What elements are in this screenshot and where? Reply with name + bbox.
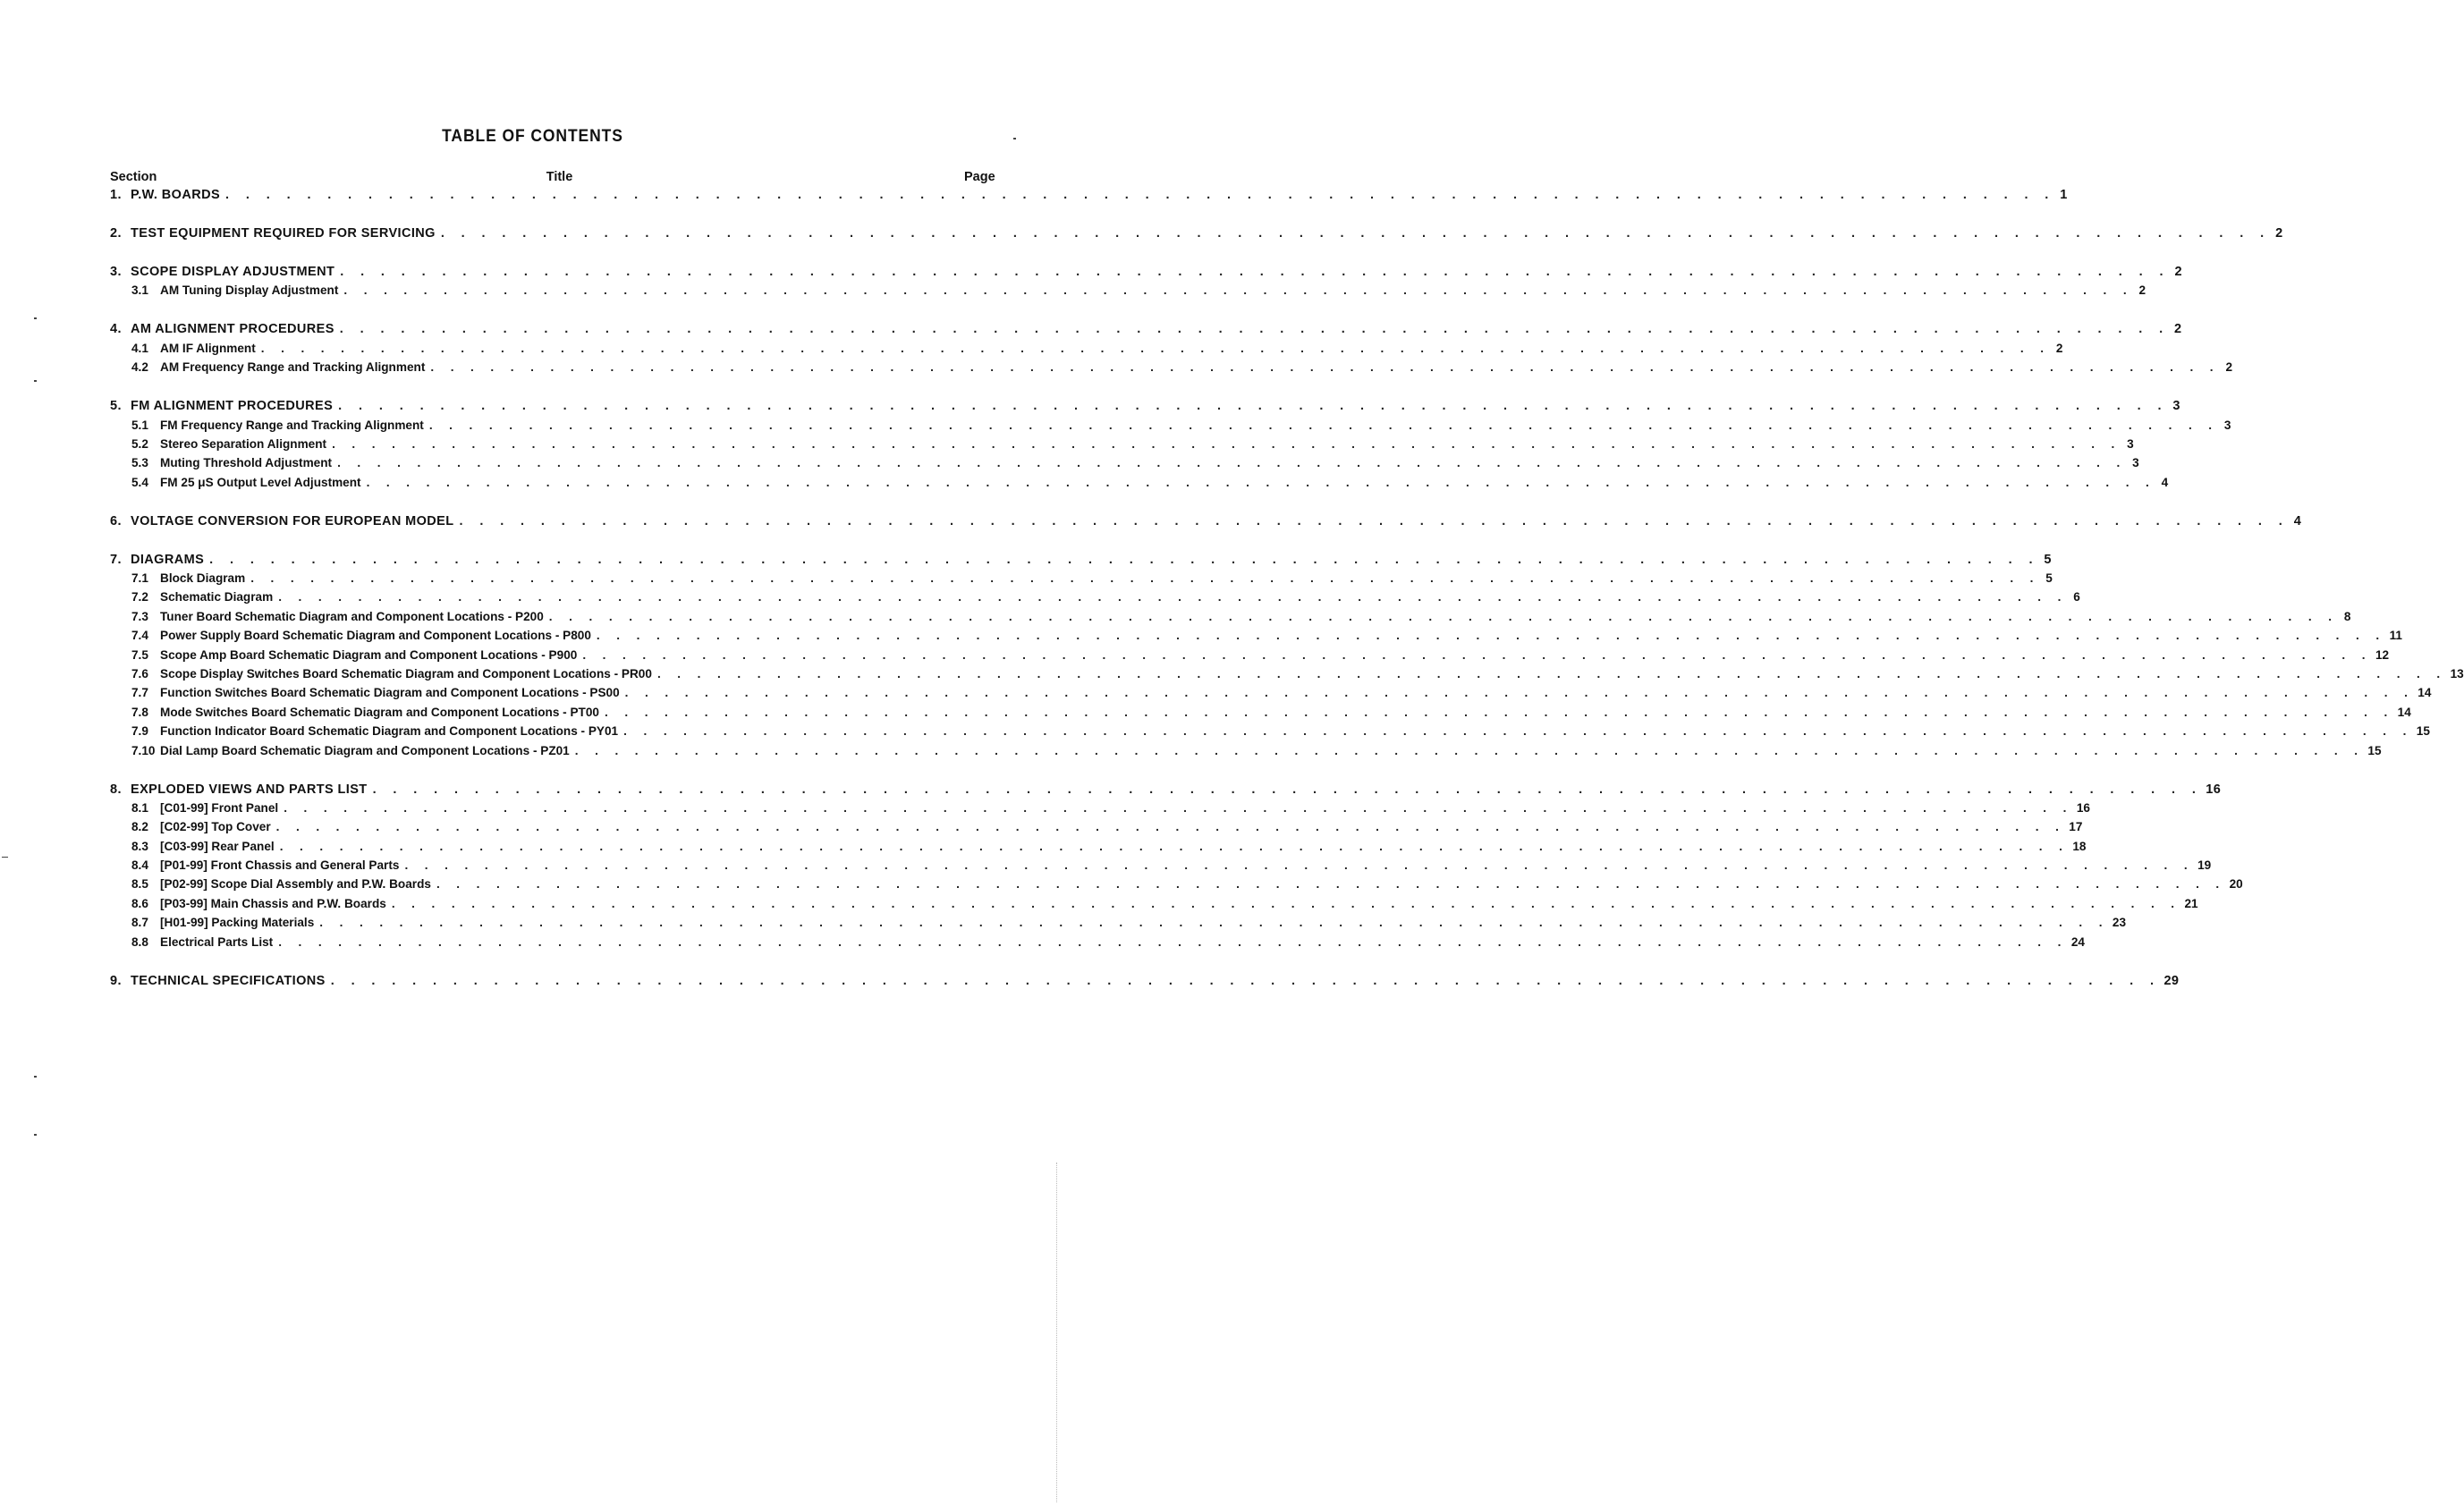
dot-leader: . . . . . . . . . . . . . . . . . . . . . . . . . . . . . . . . . . . . . . . . . . . . . . . . . . . . . . . . . . . . . . . . . . . . . . . . . . . . . . . . . . . . . . . . . . bbox=[428, 418, 2219, 432]
page-number: 24 bbox=[2070, 934, 2085, 949]
page-number: 16 bbox=[2076, 800, 2090, 815]
section-number: 6. bbox=[110, 513, 122, 528]
dot-leader: . . . . . . . . . . . . . . . . . . . . . . . . . . . . . . . . . . . . . . . . . . . . . . . . . . . . . . . . . . . . . . . . . . . . . . . . . . . . . . . . . . . . . . . . . . bbox=[250, 571, 2040, 586]
page-number: 29 bbox=[2163, 973, 2180, 988]
toc-entry bbox=[110, 264, 2182, 283]
page-number: 2 bbox=[2174, 322, 2182, 337]
section-number: 8.6 bbox=[131, 896, 148, 910]
dot-leader: . . . . . . . . . . . . . . . . . . . . . . . . . . . . . . . . . . . . . . . . . . . . . . . . . . . . . . . . . . . . . . . . . . . . . . . . . . . . . . . . . . . . . . . . . . bbox=[391, 896, 2181, 910]
toc-subentry bbox=[110, 858, 2212, 877]
section-number: 5.4 bbox=[131, 475, 148, 489]
section-title: [C03-99] Rear Panel bbox=[160, 839, 275, 853]
section-title: Schematic Diagram bbox=[160, 590, 274, 605]
table-of-contents bbox=[110, 188, 2464, 1012]
toc-subentry bbox=[110, 705, 2411, 724]
toc-entry bbox=[110, 399, 2180, 418]
toc-subentry bbox=[110, 475, 2169, 495]
toc-subentry bbox=[110, 647, 2390, 667]
section-number: 7.6 bbox=[131, 666, 148, 681]
page-number: 14 bbox=[2397, 705, 2411, 719]
section-title: [C01-99] Front Panel bbox=[160, 800, 279, 815]
page-number: 12 bbox=[2375, 647, 2390, 662]
toc-subentry bbox=[110, 418, 2231, 437]
toc-subentry bbox=[110, 820, 2083, 839]
section-title: TEST EQUIPMENT REQUIRED FOR SERVICING bbox=[131, 225, 436, 241]
dot-leader: . . . . . . . . . . . . . . . . . . . . . . . . . . . . . . . . . . . . . . . . . . . . . . . . . . . . . . . . . . . . . . . . . . . . . . . . . . . . . . . . . . . . . . . . . . bbox=[624, 686, 2415, 700]
section-title: Electrical Parts List bbox=[160, 934, 274, 949]
section-number: 4.1 bbox=[131, 341, 148, 355]
section-title: [C02-99] Top Cover bbox=[160, 820, 271, 834]
dot-leader: . . . . . . . . . . . . . . . . . . . . . . . . . . . . . . . . . . . . . . . . . . . . . . . . . . . . . . . . . . . . . . . . . . . . . . . . . . . . . . . . . . . . . . . . . . bbox=[337, 456, 2127, 470]
section-title: VOLTAGE CONVERSION FOR EUROPEAN MODEL bbox=[131, 513, 454, 528]
section-number: 5.3 bbox=[131, 456, 148, 470]
toc-subentry bbox=[110, 456, 2139, 475]
dot-leader: . . . . . . . . . . . . . . . . . . . . . . . . . . . . . . . . . . . . . . . . . . . . . . . . . . . . . . . . . . . . . . . . . . . . . . . . . . . . . . . . . . . . . . . . . . bbox=[596, 629, 2386, 643]
page-number: 3 bbox=[2132, 456, 2139, 470]
section-title: AM IF Alignment bbox=[160, 341, 256, 355]
dot-leader: . . . . . . . . . . . . . . . . . . . . . . . . . . . . . . . . . . . . . . . . . . . . . . . . . . . . . . . . . . . . . . . . . . . . . . . . . . . . . . . . . . . . . . . . . . bbox=[623, 724, 2413, 739]
page-number: 4 bbox=[2161, 475, 2169, 489]
section-title: Power Supply Board Schematic Diagram and Component Locations - P800 bbox=[160, 629, 591, 643]
dot-leader: . . . . . . . . . . . . . . . . . . . . . . . . . . . . . . . . . . . . . . . . . . . . . . . . . . . . . . . . . . . . . . . . . . . . . . . . . . . . . . . . . . . . . . . . . . bbox=[275, 820, 2066, 834]
toc-section-group bbox=[110, 782, 2243, 955]
toc-entry bbox=[110, 188, 2068, 207]
toc-subentry bbox=[110, 341, 2063, 360]
section-title: SCOPE DISPLAY ADJUSTMENT bbox=[131, 264, 335, 279]
section-number: 4.2 bbox=[131, 360, 148, 375]
toc-section-group bbox=[110, 264, 2182, 303]
toc-section-group bbox=[110, 399, 2231, 495]
section-number: 5.1 bbox=[131, 418, 148, 432]
page-number: 5 bbox=[2045, 571, 2053, 586]
section-number: 8.3 bbox=[131, 839, 148, 853]
page-number: 6 bbox=[2073, 590, 2080, 605]
dot-leader: . . . . . . . . . . . . . . . . . . . . . . . . . . . . . . . . . . . . . . . . . . . . . . . . . . . . . . . . . . . . . . . . . . . . . . . . . . . . . . . . . . . . . . . . . . bbox=[338, 399, 2168, 414]
toc-entry bbox=[110, 513, 2302, 533]
section-title: FM Frequency Range and Tracking Alignment bbox=[160, 418, 424, 432]
dot-leader: . . . . . . . . . . . . . . . . . . . . . . . . . . . . . . . . . . . . . . . . . . . . . . . . . . . . . . . . . . . . . . . . . . . . . . . . . . . . . . . . . . . . . . . . . . bbox=[284, 800, 2073, 815]
section-title: AM Frequency Range and Tracking Alignment bbox=[160, 360, 426, 375]
section-number: 7.3 bbox=[131, 609, 148, 623]
page-number: 23 bbox=[2112, 916, 2127, 930]
dot-leader: . . . . . . . . . . . . . . . . . . . . . . . . . . . . . . . . . . . . . . . . . . . . . . . . . . . . . . . . . . . . . . . . . . . . . . . . . . . . . . . . . . . . . . . . . . bbox=[278, 934, 2068, 949]
section-title: AM ALIGNMENT PROCEDURES bbox=[131, 322, 334, 337]
page-number: 21 bbox=[2184, 896, 2198, 910]
toc-subentry bbox=[110, 609, 2351, 629]
section-number: 3.1 bbox=[131, 283, 148, 298]
page-number: 8 bbox=[2343, 609, 2351, 623]
dot-leader: . . . . . . . . . . . . . . . . . . . . . . . . . . . . . . . . . . . . . . . . . . . . . . . . . . . . . . . . . . . . . . . . . . . . . . . . . . . . . . . . . . . . . . . . . . bbox=[459, 513, 2290, 528]
toc-subentry bbox=[110, 877, 2243, 896]
page-number: 3 bbox=[2127, 436, 2134, 451]
section-number: 3. bbox=[110, 264, 122, 279]
section-title: Dial Lamp Board Schematic Diagram and Component Locations - PZ01 bbox=[160, 743, 570, 757]
toc-subentry bbox=[110, 571, 2053, 590]
section-title: [P01-99] Front Chassis and General Parts bbox=[160, 858, 400, 873]
dot-leader: . . . . . . . . . . . . . . . . . . . . . . . . . . . . . . . . . . . . . . . . . . . . . . . . . . . . . . . . . . . . . . . . . . . . . . . . . . . . . . . . . . . . . . . . . . bbox=[440, 225, 2271, 241]
toc-section-group bbox=[110, 225, 2283, 245]
section-title: AM Tuning Display Adjustment bbox=[160, 283, 339, 298]
section-number: 7.10 bbox=[131, 743, 156, 757]
toc-section-group bbox=[110, 322, 2232, 379]
toc-entry bbox=[110, 782, 2222, 801]
section-title: DIAGRAMS bbox=[131, 552, 205, 567]
toc-section-group bbox=[110, 973, 2180, 993]
dot-leader: . . . . . . . . . . . . . . . . . . . . . . . . . . . . . . . . . . . . . . . . . . . . . . . . . . . . . . . . . . . . . . . . . . . . . . . . . . . . . . . . . . . . . . . . . . bbox=[339, 322, 2170, 337]
dot-leader: . . . . . . . . . . . . . . . . . . . . . . . . . . . . . . . . . . . . . . . . . . . . . . . . . . . . . . . . . . . . . . . . . . . . . . . . . . . . . . . . . . . . . . . . . . bbox=[260, 341, 2051, 355]
section-number: 7.9 bbox=[131, 724, 148, 739]
toc-entry bbox=[110, 973, 2180, 993]
toc-subentry bbox=[110, 800, 2090, 820]
section-number: 8.2 bbox=[131, 820, 148, 834]
section-number: 7.7 bbox=[131, 686, 148, 700]
page-number: 13 bbox=[2450, 666, 2464, 681]
section-number: 8.7 bbox=[131, 916, 148, 930]
dot-leader: . . . . . . . . . . . . . . . . . . . . . . . . . . . . . . . . . . . . . . . . . . . . . . . . . . . . . . . . . . . . . . . . . . . . . . . . . . . . . . . . . . . . . . . . . . bbox=[332, 436, 2121, 451]
page-number: 2 bbox=[2225, 360, 2232, 375]
section-number: 2. bbox=[110, 225, 122, 241]
dot-leader: . . . . . . . . . . . . . . . . . . . . . . . . . . . . . . . . . . . . . . . . . . . . . . . . . . . . . . . . . . . . . . . . . . . . . . . . . . . . . . . . . . . . . . . . . . bbox=[279, 839, 2070, 853]
section-title: Block Diagram bbox=[160, 571, 246, 586]
scan-mark bbox=[2, 857, 8, 858]
toc-subentry bbox=[110, 686, 2432, 705]
section-number: 7.8 bbox=[131, 705, 148, 719]
page-number: 15 bbox=[2367, 743, 2382, 757]
section-title: Scope Amp Board Schematic Diagram and Component Locations - P900 bbox=[160, 647, 578, 662]
section-title: EXPLODED VIEWS AND PARTS LIST bbox=[131, 782, 368, 797]
section-number: 9. bbox=[110, 973, 122, 988]
dot-leader: . . . . . . . . . . . . . . . . . . . . . . . . . . . . . . . . . . . . . . . . . . . . . . . . . . . . . . . . . . . . . . . . . . . . . . . . . . . . . . . . . . . . . . . . . . bbox=[656, 666, 2447, 681]
toc-section-group bbox=[110, 552, 2464, 763]
column-header-title: Title bbox=[546, 170, 573, 184]
section-number: 5. bbox=[110, 399, 122, 414]
section-title: [H01-99] Packing Materials bbox=[160, 916, 315, 930]
page-number: 18 bbox=[2072, 839, 2087, 853]
scan-mark bbox=[34, 317, 37, 319]
section-number: 8.1 bbox=[131, 800, 148, 815]
section-number: 7.5 bbox=[131, 647, 148, 662]
dot-leader: . . . . . . . . . . . . . . . . . . . . . . . . . . . . . . . . . . . . . . . . . . . . . . . . . . . . . . . . . . . . . . . . . . . . . . . . . . . . . . . . . . . . . . . . . . bbox=[430, 360, 2220, 375]
dot-leader: . . . . . . . . . . . . . . . . . . . . . . . . . . . . . . . . . . . . . . . . . . . . . . . . . . . . . . . . . . . . . . . . . . . . . . . . . . . . . . . . . . . . . . . . . . bbox=[604, 705, 2394, 719]
section-title: TECHNICAL SPECIFICATIONS bbox=[131, 973, 326, 988]
column-header-page: Page bbox=[964, 170, 995, 184]
section-title: [P03-99] Main Chassis and P.W. Boards bbox=[160, 896, 386, 910]
page-number: 14 bbox=[2417, 686, 2432, 700]
dot-leader: . . . . . . . . . . . . . . . . . . . . . . . . . . . . . . . . . . . . . . . . . . . . . . . . . . . . . . . . . . . . . . . . . . . . . . . . . . . . . . . . . . . . . . . . . . bbox=[319, 916, 2109, 930]
section-title: Function Switches Board Schematic Diagram and Component Locations - PS00 bbox=[160, 686, 620, 700]
section-title: Function Indicator Board Schematic Diagram and Component Locations - PY01 bbox=[160, 724, 619, 739]
section-title: P.W. BOARDS bbox=[131, 188, 221, 202]
page-title: TABLE OF CONTENTS bbox=[442, 127, 623, 146]
scan-mark bbox=[1013, 138, 1016, 140]
toc-entry bbox=[110, 552, 2052, 571]
section-title: Muting Threshold Adjustment bbox=[160, 456, 333, 470]
toc-subentry bbox=[110, 724, 2430, 743]
section-number: 4. bbox=[110, 322, 122, 337]
dot-leader: . . . . . . . . . . . . . . . . . . . . . . . . . . . . . . . . . . . . . . . . . . . . . . . . . . . . . . . . . . . . . . . . . . . . . . . . . . . . . . . . . . . . . . . . . . bbox=[225, 188, 2055, 202]
dot-leader: . . . . . . . . . . . . . . . . . . . . . . . . . . . . . . . . . . . . . . . . . . . . . . . . . . . . . . . . . . . . . . . . . . . . . . . . . . . . . . . . . . . . . . . . . . bbox=[548, 609, 2339, 623]
page-number: 20 bbox=[2229, 877, 2243, 892]
dot-leader: . . . . . . . . . . . . . . . . . . . . . . . . . . . . . . . . . . . . . . . . . . . . . . . . . . . . . . . . . . . . . . . . . . . . . . . . . . . . . . . . . . . . . . . . . . bbox=[372, 782, 2203, 797]
section-number: 8. bbox=[110, 782, 122, 797]
section-number: 1. bbox=[110, 188, 122, 202]
dot-leader: . . . . . . . . . . . . . . . . . . . . . . . . . . . . . . . . . . . . . . . . . . . . . . . . . . . . . . . . . . . . . . . . . . . . . . . . . . . . . . . . . . . . . . . . . . bbox=[278, 590, 2068, 605]
section-title: [P02-99] Scope Dial Assembly and P.W. Boards bbox=[160, 877, 431, 892]
page-number: 2 bbox=[2174, 264, 2182, 279]
dot-leader: . . . . . . . . . . . . . . . . . . . . . . . . . . . . . . . . . . . . . . . . . . . . . . . . . . . . . . . . . . . . . . . . . . . . . . . . . . . . . . . . . . . . . . . . . . bbox=[436, 877, 2226, 892]
scan-mark bbox=[34, 380, 37, 382]
page-number: 4 bbox=[2293, 513, 2302, 528]
scan-mark bbox=[34, 1076, 37, 1078]
toc-entry bbox=[110, 225, 2283, 245]
toc-subentry bbox=[110, 743, 2382, 763]
section-title: Tuner Board Schematic Diagram and Component Locations - P200 bbox=[160, 609, 544, 623]
section-title: FM ALIGNMENT PROCEDURES bbox=[131, 399, 334, 414]
page-number: 17 bbox=[2069, 820, 2083, 834]
dot-leader: . . . . . . . . . . . . . . . . . . . . . . . . . . . . . . . . . . . . . . . . . . . . . . . . . . . . . . . . . . . . . . . . . . . . . . . . . . . . . . . . . . . . . . . . . . bbox=[209, 552, 2039, 567]
section-title: Scope Display Switches Board Schematic Diagram and Component Locations - PR00 bbox=[160, 666, 652, 681]
toc-subentry bbox=[110, 896, 2198, 916]
toc-subentry bbox=[110, 916, 2127, 934]
column-header-section: Section bbox=[110, 170, 157, 184]
toc-subentry bbox=[110, 360, 2232, 379]
toc-subentry bbox=[110, 629, 2402, 647]
page-number: 1 bbox=[2060, 188, 2068, 202]
section-number: 5.2 bbox=[131, 436, 148, 451]
dot-leader: . . . . . . . . . . . . . . . . . . . . . . . . . . . . . . . . . . . . . . . . . . . . . . . . . . . . . . . . . . . . . . . . . . . . . . . . . . . . . . . . . . . . . . . . . . bbox=[340, 264, 2170, 279]
section-number: 7.4 bbox=[131, 629, 148, 643]
toc-section-group bbox=[110, 513, 2302, 533]
section-number: 8.8 bbox=[131, 934, 148, 949]
section-number: 7. bbox=[110, 552, 122, 567]
section-number: 8.5 bbox=[131, 877, 148, 892]
page-number: 5 bbox=[2044, 552, 2052, 567]
page-number: 2 bbox=[2275, 225, 2283, 241]
dot-leader: . . . . . . . . . . . . . . . . . . . . . . . . . . . . . . . . . . . . . . . . . . . . . . . . . . . . . . . . . . . . . . . . . . . . . . . . . . . . . . . . . . . . . . . . . . bbox=[366, 475, 2156, 489]
page-number: 2 bbox=[2055, 341, 2063, 355]
page-number: 11 bbox=[2389, 629, 2402, 643]
page-number: 19 bbox=[2197, 858, 2212, 873]
page-number: 3 bbox=[2223, 418, 2231, 432]
page-number: 15 bbox=[2416, 724, 2430, 739]
page-number: 2 bbox=[2138, 283, 2146, 298]
section-title: Stereo Separation Alignment bbox=[160, 436, 327, 451]
toc-subentry bbox=[110, 666, 2464, 686]
toc-section-group bbox=[110, 188, 2068, 207]
page-number: 16 bbox=[2206, 782, 2222, 797]
section-number: 7.1 bbox=[131, 571, 148, 586]
dot-leader: . . . . . . . . . . . . . . . . . . . . . . . . . . . . . . . . . . . . . . . . . . . . . . . . . . . . . . . . . . . . . . . . . . . . . . . . . . . . . . . . . . . . . . . . . . bbox=[404, 858, 2195, 873]
section-title: FM 25 μS Output Level Adjustment bbox=[160, 475, 361, 489]
toc-subentry bbox=[110, 839, 2087, 858]
toc-subentry bbox=[110, 283, 2146, 302]
toc-entry bbox=[110, 322, 2182, 341]
scan-edge bbox=[1055, 1163, 1057, 1502]
section-number: 7.2 bbox=[131, 590, 148, 605]
dot-leader: . . . . . . . . . . . . . . . . . . . . . . . . . . . . . . . . . . . . . . . . . . . . . . . . . . . . . . . . . . . . . . . . . . . . . . . . . . . . . . . . . . . . . . . . . . bbox=[574, 743, 2365, 757]
toc-subentry bbox=[110, 590, 2080, 609]
scan-mark bbox=[34, 1134, 37, 1136]
dot-leader: . . . . . . . . . . . . . . . . . . . . . . . . . . . . . . . . . . . . . . . . . . . . . . . . . . . . . . . . . . . . . . . . . . . . . . . . . . . . . . . . . . . . . . . . . . bbox=[343, 283, 2134, 298]
dot-leader: . . . . . . . . . . . . . . . . . . . . . . . . . . . . . . . . . . . . . . . . . . . . . . . . . . . . . . . . . . . . . . . . . . . . . . . . . . . . . . . . . . . . . . . . . . bbox=[330, 973, 2161, 988]
dot-leader: . . . . . . . . . . . . . . . . . . . . . . . . . . . . . . . . . . . . . . . . . . . . . . . . . . . . . . . . . . . . . . . . . . . . . . . . . . . . . . . . . . . . . . . . . . bbox=[582, 647, 2372, 662]
section-title: Mode Switches Board Schematic Diagram and Component Locations - PT00 bbox=[160, 705, 599, 719]
toc-subentry bbox=[110, 934, 2085, 954]
section-number: 8.4 bbox=[131, 858, 148, 873]
page-number: 3 bbox=[2172, 399, 2180, 414]
toc-subentry bbox=[110, 436, 2134, 456]
